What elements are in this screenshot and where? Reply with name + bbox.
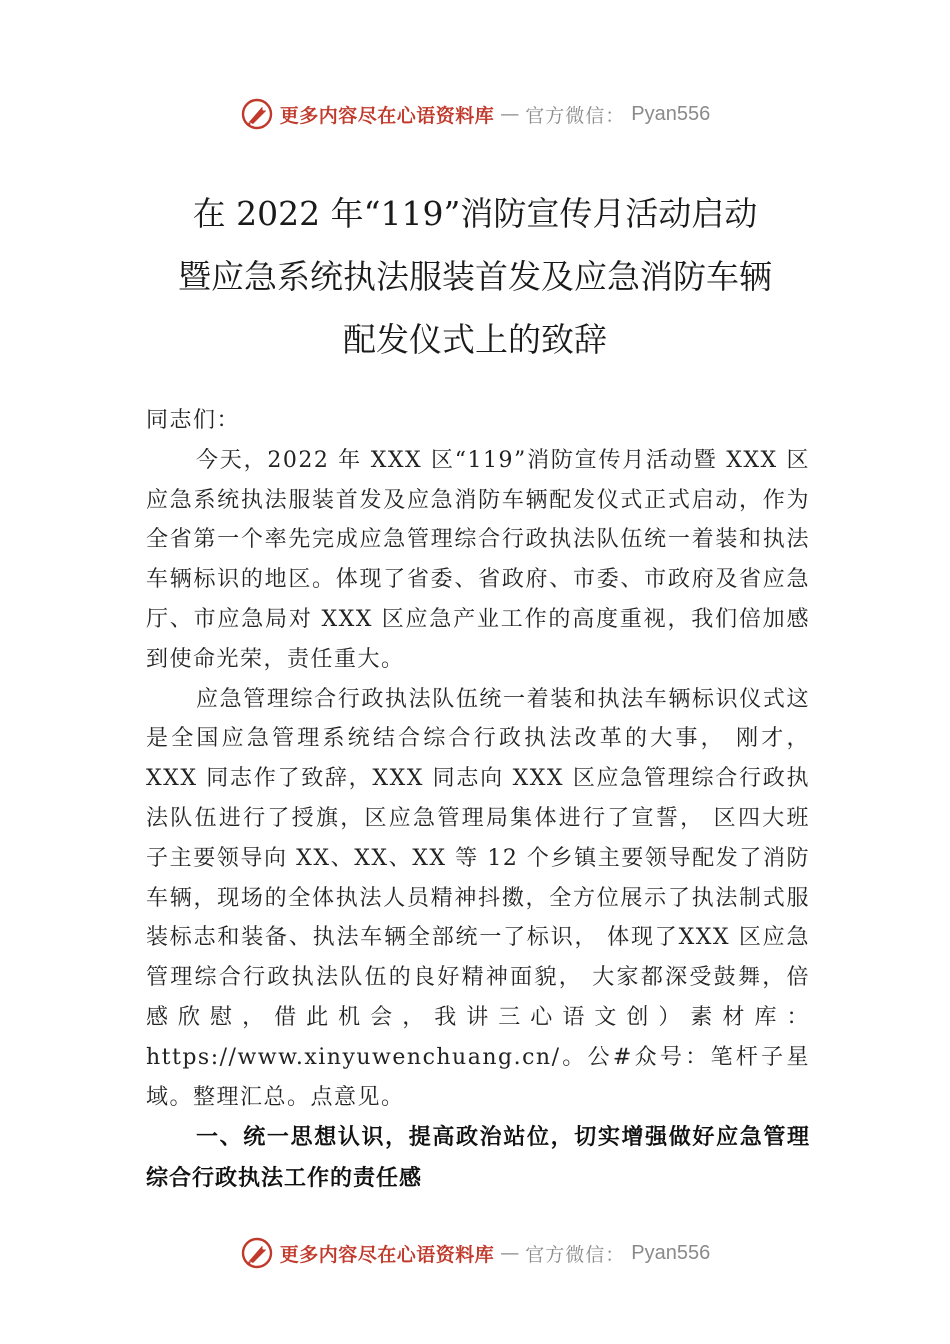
document-body — [146, 401, 810, 1199]
watermark-separator: — — [500, 103, 520, 125]
header-watermark — [0, 94, 950, 134]
watermark-contact-id: Pyan556 — [631, 1241, 711, 1264]
watermark-contact-id: Pyan556 — [631, 102, 711, 125]
watermark-brand: 更多内容尽在心语资料库 — [279, 1243, 495, 1266]
document-title — [100, 182, 850, 371]
salutation: 同志们： — [146, 408, 241, 433]
watermark-contact-label: 官方微信： — [525, 104, 626, 127]
body-paragraph: 应急管理综合行政执法队伍统一着装和执法车辆标识仪式这是全国应急管理系统结合综合行政执法改革的大事， 刚才，XXX 同志作了致辞，XXX 同志向 XXX 区应急管理综合行政执法队伍进行了授旗，区应急管理局集体进行了宣誓， 区四大班子主要领导向 XX、XX、XX 等 12 个乡镇主要领导配发了消防车辆，现场的全体执法人员精神抖擞，全方位展示了执法制式服装标志和装备、执法车辆全部统一了标识， 体现了XXX 区应急管理综合行政执法队伍的良好精神面貌， 大家都深受鼓舞，倍感欣慰，借此机会，我讲三心语文创）素材库：https://www.xinyuwenchuang.cn/。公#众号：笔杆子星域。整理汇总。点意见。 — [146, 686, 810, 1110]
section-heading: 一、统一思想认识，提高政治站位，切实增强做好应急管理综合行政执法工作的责任感 — [146, 1125, 810, 1192]
pen-nib-logo-icon — [240, 97, 274, 131]
pen-nib-logo-icon — [240, 1236, 274, 1270]
title-line: 在 2022 年“119”消防宣传月活动启动 — [192, 194, 758, 233]
footer-watermark — [0, 1233, 950, 1273]
watermark-brand: 更多内容尽在心语资料库 — [279, 104, 495, 127]
watermark-separator: — — [500, 1242, 520, 1264]
body-paragraph: 今天，2022 年 XXX 区“119”消防宣传月活动暨 XXX 区应急系统执法服装首发及应急消防车辆配发仪式正式启动，作为全省第一个率先完成应急管理综合行政执法队伍统一着装和执法车辆标识的地区。体现了省委、省政府、市委、市政府及省应急厅、市应急局对 XXX 区应急产业工作的高度重视，我们倍加感到使命光荣，责任重大。 — [146, 447, 810, 672]
title-line: 暨应急系统执法服装首发及应急消防车辆 — [178, 257, 772, 296]
title-line: 配发仪式上的致辞 — [343, 320, 607, 359]
watermark-contact-label: 官方微信： — [525, 1243, 626, 1266]
